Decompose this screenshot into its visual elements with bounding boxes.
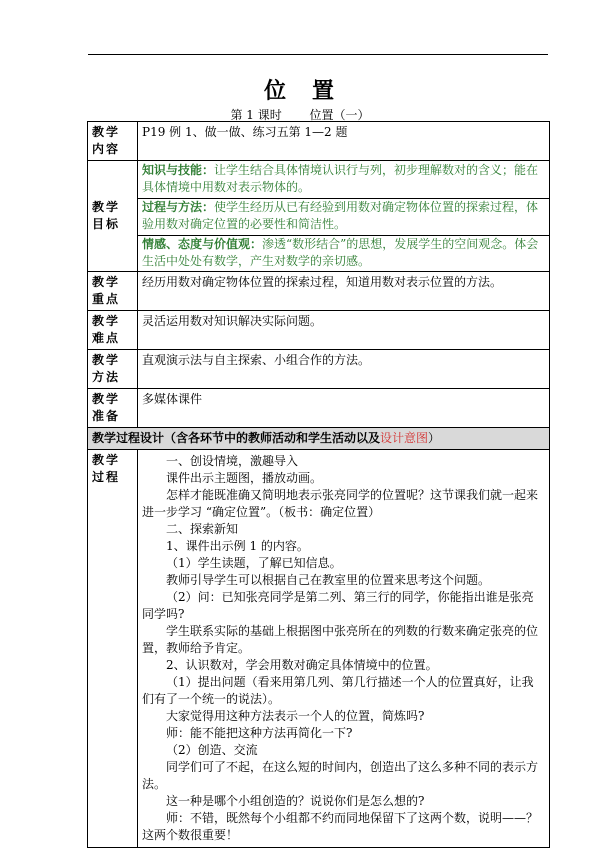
value-key: 经历用数对确定物体位置的探索过程，知道用数对表示位置的方法。: [138, 272, 550, 311]
process-paragraph: （2）问：已知张亮同学是第二列、第三行的同学，你能指出谁是张亮同学吗?: [142, 590, 534, 621]
process-paragraph: 怎样才能既准确又简明地表示张亮同学的位置呢？这节课我们就一起来进一步学习 “确定位置”。（板书：确定位置）: [142, 488, 539, 519]
lesson-number: 第 1 课时: [230, 108, 282, 122]
value-method: 直观演示法与自主探索、小组合作的方法。: [138, 350, 550, 389]
label-key: 教学重点: [88, 272, 138, 311]
design-prefix: 教学过程设计（含各环节中的教师活动和学生活动以及: [92, 431, 381, 445]
objective-attitude: [138, 235, 549, 270]
process-paragraph: 这一种是哪个小组创造的？说说你们是怎么想的?: [166, 794, 425, 808]
row-process: [88, 450, 550, 848]
row-key: [88, 272, 550, 311]
objective-process: [138, 198, 549, 233]
objective-process-head: 过程与方法：: [142, 200, 215, 214]
label-method: 教学方法: [88, 350, 138, 389]
process-paragraph: 教师引导学生可以根据自己在教室里的位置来思考这个问题。: [166, 573, 491, 587]
design-heading: [88, 428, 550, 450]
objective-process-text: 使学生经历从已有经验到用数对确定物体位置的探索过程，体验用数对确定位置的必要性和简洁性。: [142, 200, 539, 231]
lesson-topic: 位置（一）: [309, 108, 370, 122]
label-content: 教学内容: [88, 122, 138, 161]
row-method: [88, 350, 550, 389]
page-title: 位 置: [263, 78, 336, 104]
objective-knowledge-text: 让学生结合具体情境认识行与列，初步理解数对的含义；能在具体情境中用数对表示物体的。: [142, 163, 539, 194]
label-difficult: 教学难点: [88, 311, 138, 350]
process-paragraph: 一、创设情境，激趣导入: [166, 454, 299, 468]
process-paragraph: 学生联系实际的基础上根据图中张亮所在的列数的行数来确定张亮的位置，教师给予肯定。: [142, 624, 539, 655]
label-process: 教学过程: [88, 450, 138, 848]
label-objectives: [88, 161, 138, 272]
objective-attitude-text: 渗透“数形结合”的思想，发展学生的空间观念。体会生活中处处有数学，产生对数学的亲切感。: [142, 237, 539, 268]
design-suffix: ）: [428, 431, 441, 445]
process-paragraph: 二、探索新知: [166, 522, 239, 536]
process-paragraph: 课件出示主题图，播放动画。: [166, 471, 323, 485]
header-rule: [88, 54, 548, 55]
objective-knowledge: [142, 162, 545, 196]
value-process: [138, 450, 550, 848]
process-paragraph: （1）学生读题，了解已知信息。: [166, 556, 342, 570]
row-objectives: [88, 161, 550, 272]
process-paragraph: 师：能不能把这种方法再简化一下?: [166, 726, 353, 740]
row-prep: [88, 389, 550, 428]
lesson-plan-table: [87, 121, 550, 848]
process-paragraph: （2）创造、交流: [166, 743, 258, 757]
value-content: P19 例 1、做一做、练习五第 1—2 题: [138, 122, 550, 161]
row-difficult: [88, 311, 550, 350]
process-paragraph: 同学们可了不起，在这么短的时间内，创造出了这么多种不同的表示方法。: [142, 760, 539, 791]
value-prep: 多媒体课件: [138, 389, 550, 428]
label-prep: 教学准备: [88, 389, 138, 428]
objective-attitude-head: 情感、态度与价值观：: [142, 237, 263, 251]
process-paragraph: 1、课件出示例 1 的内容。: [166, 539, 309, 553]
value-objectives: [138, 161, 550, 272]
process-paragraph: （1）提出问题（看来用第几列、第几行描述一个人的位置真好，让我们有了一个统一的说法）。: [142, 675, 534, 706]
design-red: 设计意图: [380, 431, 429, 445]
value-difficult: 灵活运用数对知识解决实际问题。: [138, 311, 550, 350]
objective-knowledge-head: 知识与技能：: [142, 163, 215, 177]
row-content: [88, 122, 550, 161]
row-design: [88, 428, 550, 450]
process-paragraph: 师：不错，既然每个小组都不约而同地保留下了这两个数，说明——？这两个数很重要！: [142, 811, 539, 842]
process-paragraph: 大家觉得用这种方法表示一个人的位置，简炼吗?: [166, 709, 425, 723]
label-objectives-text: 教学目标: [92, 200, 121, 231]
process-paragraph: 2、认识数对，学会用数对确定具体情境中的位置。: [166, 658, 438, 672]
